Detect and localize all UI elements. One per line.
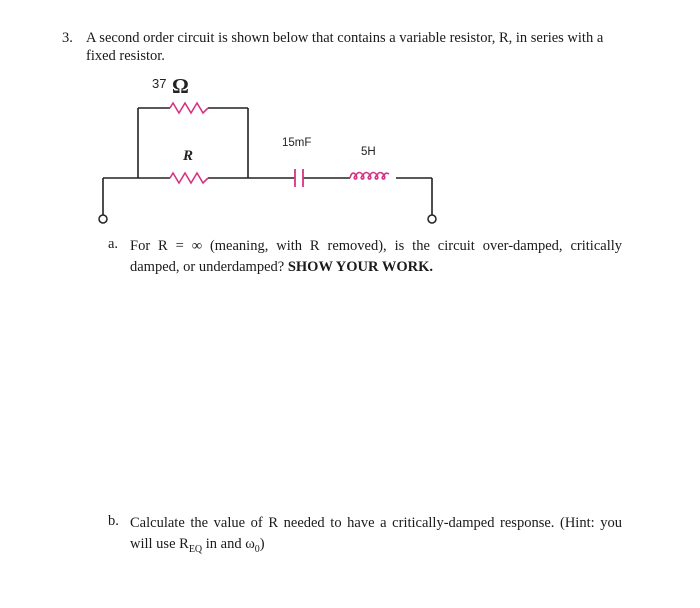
question-text-line-2: fixed resistor. — [86, 48, 165, 64]
right-terminal — [428, 215, 436, 223]
capacitor-label: 15mF — [282, 137, 312, 149]
variable-resistor-label: R — [183, 148, 194, 164]
omega-subscript: 0 — [254, 543, 260, 555]
question-text-line-1: A second order circuit is shown below that contains a variable resistor, R, in series with a — [86, 30, 604, 46]
part-a-text: For R = ∞ (meaning, with R removed), is the circuit over-damped, critically damped, or underdamped? — [130, 238, 622, 275]
part-b-text-middle: in and ω — [202, 536, 255, 552]
part-a-question — [130, 236, 622, 278]
inductor-symbol — [350, 173, 389, 180]
question-number: 3. — [62, 30, 73, 46]
variable-resistor-symbol — [170, 173, 208, 183]
left-terminal — [99, 215, 107, 223]
inductor-label: 5H — [361, 146, 376, 158]
fixed-resistor-value: 37 — [152, 76, 167, 91]
part-b-text: Calculate the value of R needed to have a critically-damped response. (Hint: you will use R — [130, 515, 622, 552]
part-a-emphasis: SHOW YOUR WORK. — [287, 259, 433, 275]
req-subscript: EQ — [188, 543, 203, 555]
part-a-label: a. — [108, 236, 119, 252]
capacitor-symbol — [295, 169, 303, 187]
part-b-question — [130, 513, 622, 560]
part-b-label: b. — [108, 513, 119, 529]
circuit-wires — [103, 108, 432, 215]
fixed-resistor-symbol — [170, 103, 208, 113]
part-b-text-end: ) — [259, 536, 265, 552]
ohm-symbol: Ω — [172, 74, 189, 98]
